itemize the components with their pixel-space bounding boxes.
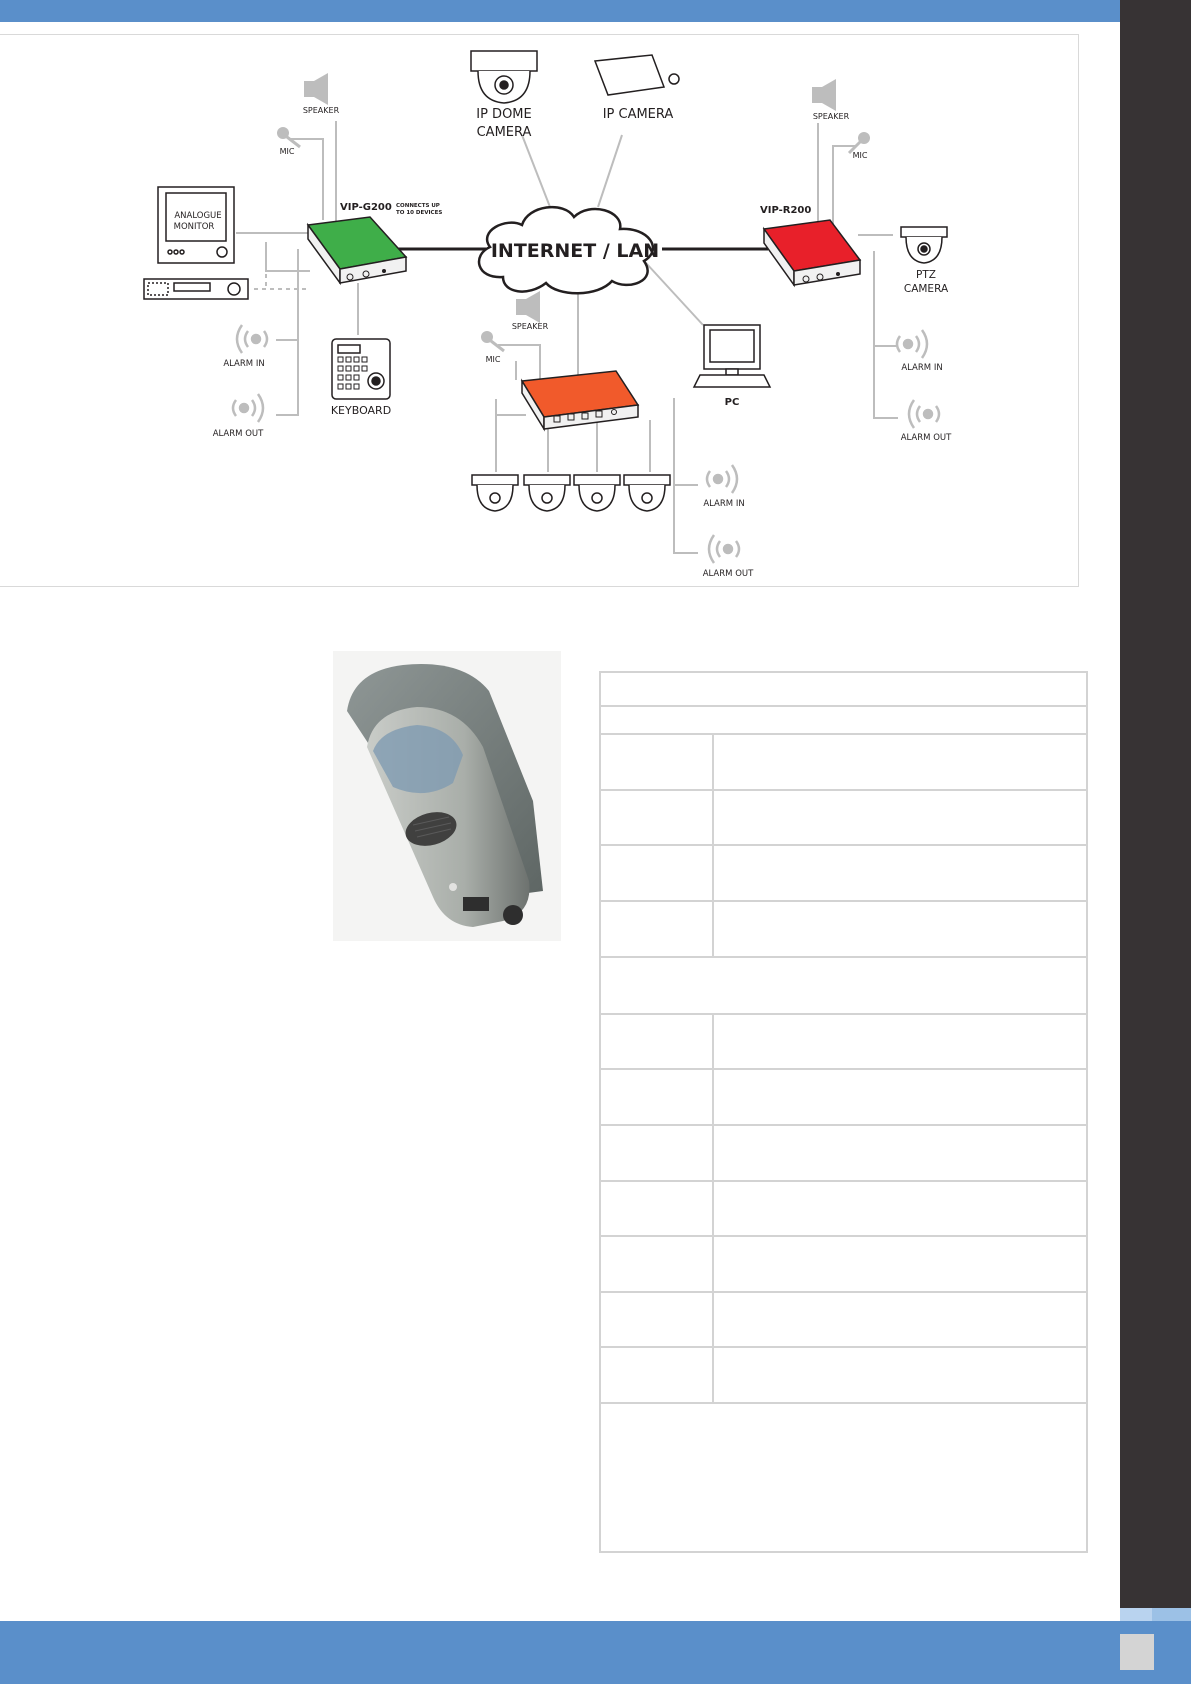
keyboard-icon — [332, 339, 390, 399]
table-row — [601, 791, 1086, 846]
mic-left-label: MIC — [279, 147, 295, 156]
pc-icon — [694, 325, 770, 387]
alarm-out-left-label: ALARM OUT — [212, 429, 264, 439]
ptz-camera-label-2: CAMERA — [903, 283, 949, 295]
mic-left-icon — [277, 127, 300, 147]
table-row — [601, 1126, 1086, 1182]
network-label: INTERNET / LAN — [490, 240, 660, 262]
pc-label: PC — [724, 397, 740, 408]
alarm-out-center-icon — [709, 535, 739, 563]
network-diagram — [0, 34, 1079, 587]
internet-cloud — [479, 207, 659, 293]
dvr-recorder-icon — [144, 279, 248, 299]
speaker-right-icon — [812, 79, 836, 111]
ip-dome-camera-label-1: IP DOME — [476, 107, 532, 122]
table-row — [601, 902, 1086, 958]
alarm-in-right-icon — [897, 330, 927, 358]
table-row — [601, 1348, 1086, 1404]
ip-camera-icon — [595, 35, 679, 95]
alarm-in-center-label: ALARM IN — [703, 499, 745, 509]
table-subheader-row — [601, 707, 1086, 735]
alarm-out-left-icon — [233, 394, 263, 422]
center-encoder-unit — [522, 371, 638, 429]
ip-camera-label: IP CAMERA — [602, 107, 674, 122]
vip-g200-note-line2: TO 10 DEVICES — [396, 210, 443, 216]
vip-r200-label: VIP-R200 — [760, 205, 812, 216]
alarm-in-left-icon — [237, 325, 267, 353]
speaker-left-icon — [304, 73, 328, 105]
dome-camera-icon — [472, 475, 518, 511]
mic-right-icon — [849, 132, 870, 153]
alarm-in-center-icon — [707, 465, 737, 493]
speaker-right-label: SPEAKER — [812, 112, 850, 121]
specification-table — [599, 671, 1088, 1553]
table-row — [601, 1237, 1086, 1293]
table-row — [601, 1182, 1086, 1237]
ptz-camera-icon — [901, 227, 947, 263]
speaker-center-icon — [516, 291, 540, 323]
mic-right-label: MIC — [852, 151, 868, 160]
bottom-accent-strip-light — [1120, 1608, 1152, 1621]
ip-dome-camera-icon — [471, 51, 537, 103]
mic-center-icon — [481, 331, 504, 351]
analogue-monitor-label-2: MONITOR — [173, 222, 215, 232]
mic-center-label: MIC — [485, 355, 501, 364]
side-panel — [1120, 0, 1191, 1684]
vip-r200-unit — [764, 220, 860, 285]
speaker-left-label: SPEAKER — [302, 106, 340, 115]
vip-g200-unit — [308, 217, 406, 283]
table-row — [601, 1070, 1086, 1126]
table-header-row — [601, 673, 1086, 707]
alarm-out-right-icon — [909, 400, 939, 428]
alarm-in-left-label: ALARM IN — [223, 359, 265, 369]
table-footer-cell — [601, 1404, 1086, 1551]
speaker-center-label: SPEAKER — [511, 322, 549, 331]
table-section-row — [601, 958, 1086, 1015]
dome-camera-icon — [574, 475, 620, 511]
dome-camera-icon — [524, 475, 570, 511]
keyboard-label: KEYBOARD — [330, 404, 392, 417]
alarm-in-right-label: ALARM IN — [901, 363, 943, 373]
dome-camera-icon — [624, 475, 670, 511]
vip-g200-label: VIP-G200 — [340, 202, 392, 213]
page-number-box — [1120, 1634, 1154, 1670]
analogue-monitor-label-1: ANALOGUE — [174, 211, 222, 221]
alarm-out-center-label: ALARM OUT — [702, 569, 754, 579]
bottom-color-bar — [0, 1621, 1191, 1684]
vip-g200-note-line1: CONNECTS UP — [396, 203, 440, 209]
table-row — [601, 735, 1086, 791]
table-row — [601, 1015, 1086, 1070]
table-row — [601, 1293, 1086, 1348]
alarm-out-right-label: ALARM OUT — [900, 433, 952, 443]
ip-dome-camera-label-2: CAMERA — [476, 125, 532, 140]
table-row — [601, 846, 1086, 902]
camera-housing-photo — [333, 651, 561, 941]
ptz-camera-label-1: PTZ — [916, 269, 936, 281]
top-color-bar — [0, 0, 1120, 22]
